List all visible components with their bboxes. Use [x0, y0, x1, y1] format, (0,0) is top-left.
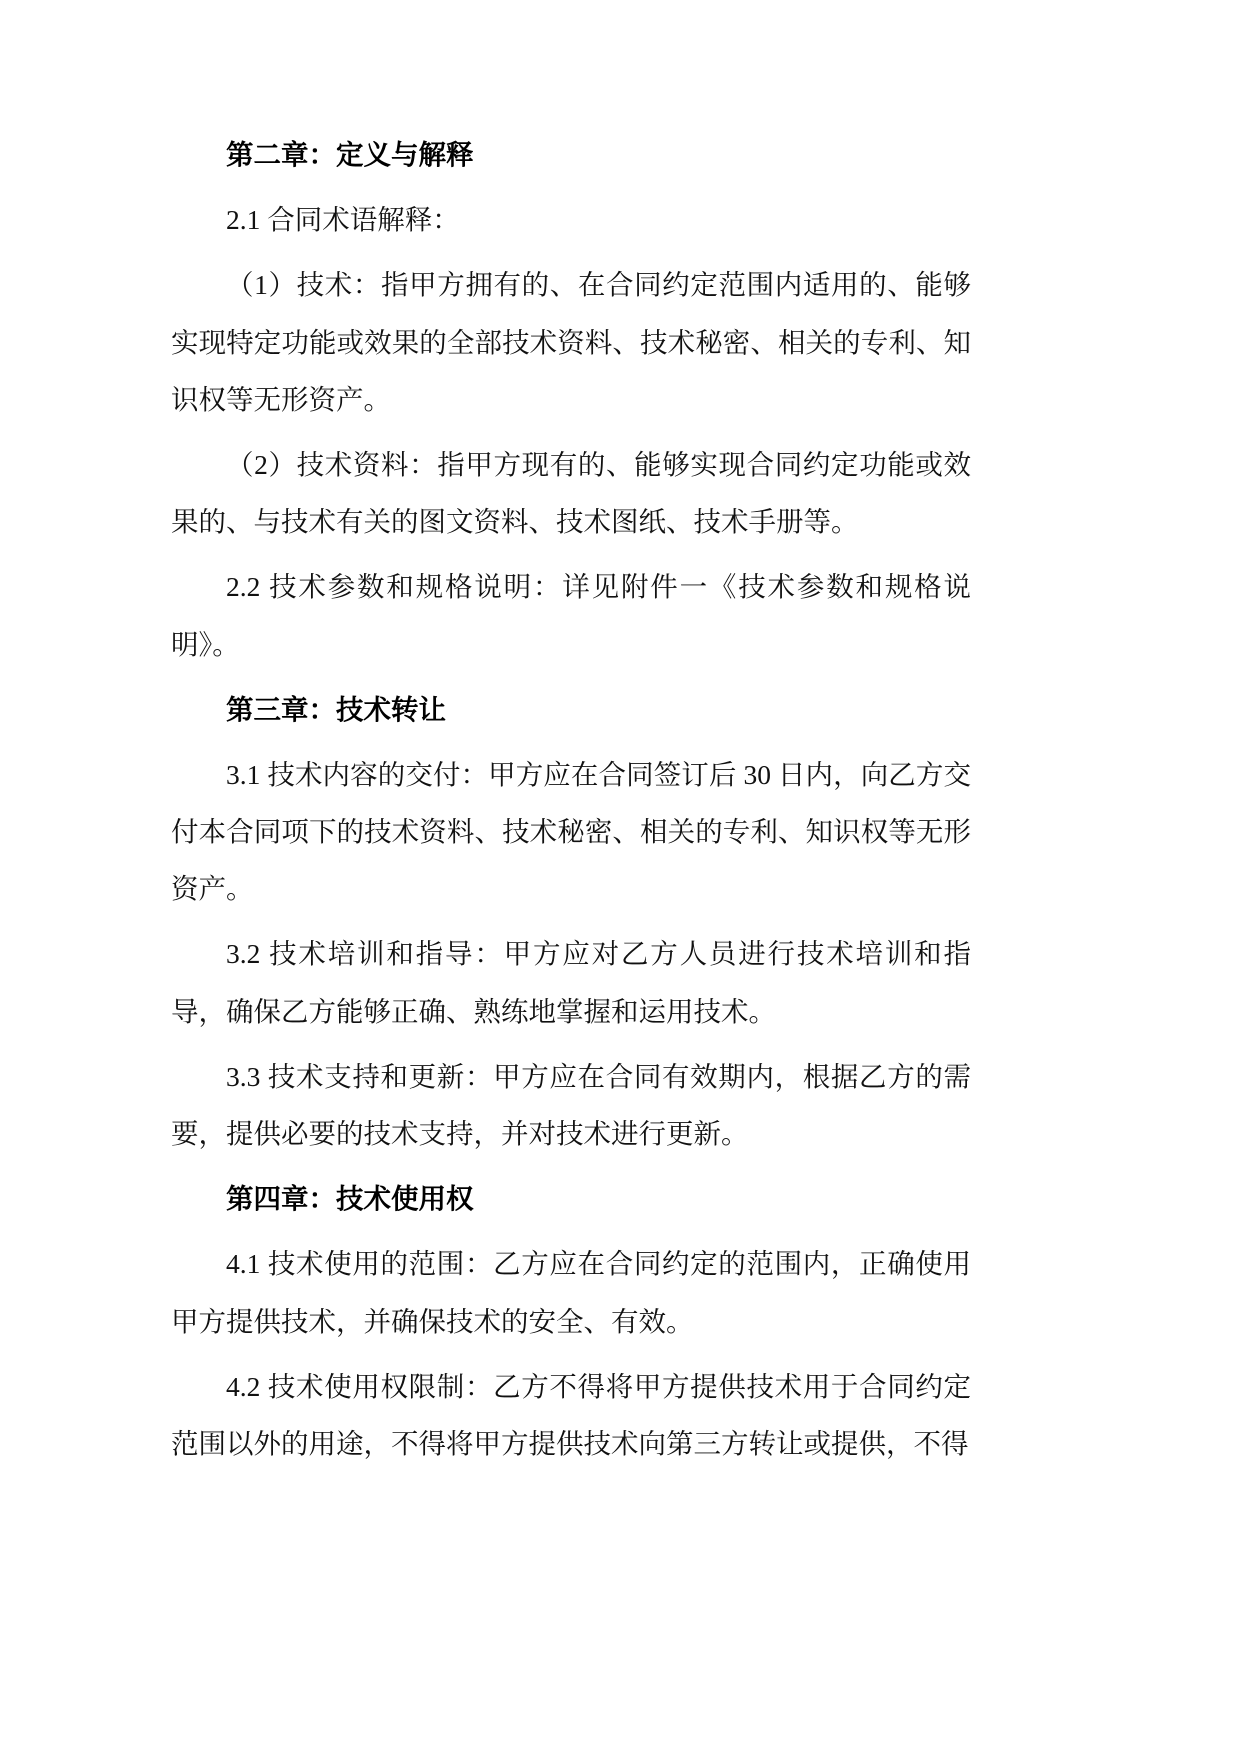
body-paragraph: 3.3 技术支持和更新：甲方应在合同有效期内，根据乙方的需要，提供必要的技术支持，并对技术进行更新。 — [171, 1060, 971, 1149]
body-paragraph: 3.2 技术培训和指导：甲方应对乙方人员进行技术培训和指导，确保乙方能够正确、熟练地掌握和运用技术。 — [171, 938, 971, 1027]
body-paragraph: 2.2 技术参数和规格说明：详见附件一《技术参数和规格说明》。 — [171, 571, 971, 660]
body-paragraph: （1）技术：指甲方拥有的、在合同约定范围内适用的、能够实现特定功能或效果的全部技术资料、技术秘密、相关的专利、知识权等无形资产。 — [171, 269, 971, 415]
document-body — [171, 126, 971, 1472]
body-paragraph: 2.1 合同术语解释： — [226, 204, 460, 236]
section-heading: 第三章：技术转让 — [226, 693, 446, 725]
body-paragraph: （2）技术资料：指甲方现有的、能够实现合同约定功能或效果的、与技术有关的图文资料、技术图纸、技术手册等。 — [171, 448, 971, 538]
section-heading: 第二章：定义与解释 — [226, 139, 474, 170]
section-heading: 第四章：技术使用权 — [226, 1183, 474, 1215]
body-paragraph: 4.2 技术使用权限制：乙方不得将甲方提供技术用于合同约定范围以外的用途，不得将甲方提供技术向第三方转让或提供，不得 — [171, 1370, 971, 1459]
body-paragraph: 3.1 技术内容的交付：甲方应在合同签订后 30 日内，向乙方交付本合同项下的技术资料、技术秘密、相关的专利、知识权等无形资产。 — [171, 758, 971, 905]
body-paragraph: 4.1 技术使用的范围：乙方应在合同约定的范围内，正确使用甲方提供技术，并确保技术的安全、有效。 — [171, 1248, 971, 1337]
